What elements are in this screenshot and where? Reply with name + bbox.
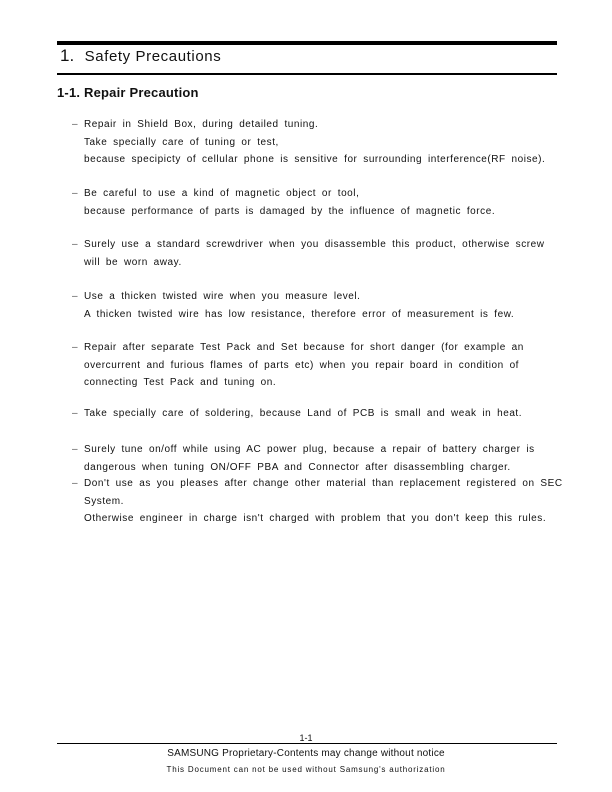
item-text: Be careful to use a kind of magnetic object or tool, [84, 188, 360, 199]
list-item [72, 475, 562, 528]
footer-rule [57, 743, 557, 744]
item-text: Take specially care of soldering, because Land of PCB is small and weak in heat. [84, 408, 523, 419]
item-text: Take specially care of tuning or test, [84, 136, 279, 148]
chapter-number: 1. [60, 46, 75, 65]
item-text: Surely tune on/off while using AC power plug, because a repair of battery charger is [84, 444, 535, 455]
dash-bullet: – [72, 119, 79, 130]
item-text: Repair after separate Test Pack and Set because for short danger (for example an [84, 342, 524, 353]
item-text: A thicken twisted wire has low resistance, therefore error of measurement is few. [84, 308, 515, 320]
list-item [72, 441, 562, 476]
list-item [72, 288, 562, 323]
chapter-title: Safety Precautions [84, 48, 222, 65]
item-text: Repair in Shield Box, during detailed tuning. [84, 119, 319, 130]
dash-bullet: – [72, 444, 79, 455]
list-item [72, 185, 562, 220]
item-text: dangerous when tuning ON/OFF PBA and Connector after disassembling charger. [84, 461, 511, 473]
footer-proprietary-notice: SAMSUNG Proprietary-Contents may change without notice [167, 748, 445, 759]
item-text: Don't use as you pleases after change other material than replacement registered on SEC [84, 478, 563, 489]
item-text: Use a thicken twisted wire when you measure level. [84, 291, 361, 302]
dash-bullet: – [72, 342, 79, 353]
item-text: System. [84, 495, 124, 507]
item-text: because performance of parts is damaged by the influence of magnetic force. [84, 205, 496, 217]
header-rule-top [57, 41, 557, 45]
dash-bullet: – [72, 408, 79, 419]
dash-bullet: – [72, 291, 79, 302]
item-text: connecting Test Pack and tuning on. [84, 377, 277, 388]
item-text: Surely use a standard screwdriver when you disassemble this product, otherwise screw [84, 239, 545, 250]
footer-authorization-notice: This Document can not be used without Samsung's authorization [166, 765, 446, 774]
header-rule-bottom [57, 73, 557, 75]
dash-bullet: – [72, 239, 79, 250]
page-number: 1-1 [299, 733, 313, 743]
list-item [72, 236, 562, 271]
item-text: Otherwise engineer in charge isn't charged with problem that you don't keep this rules. [84, 513, 547, 524]
item-text: will be worn away. [84, 256, 182, 268]
list-item [72, 116, 562, 169]
list-item [72, 405, 562, 423]
section-title: 1-1. Repair Precaution [57, 85, 199, 100]
dash-bullet: – [72, 188, 79, 199]
item-text: because specipicty of cellular phone is sensitive for surrounding interference(RF noise). [84, 154, 546, 165]
item-text: overcurrent and furious flames of parts etc) when you repair board in condition of [84, 359, 520, 371]
list-item [72, 339, 562, 392]
dash-bullet: – [72, 478, 79, 489]
chapter-heading [60, 46, 221, 66]
